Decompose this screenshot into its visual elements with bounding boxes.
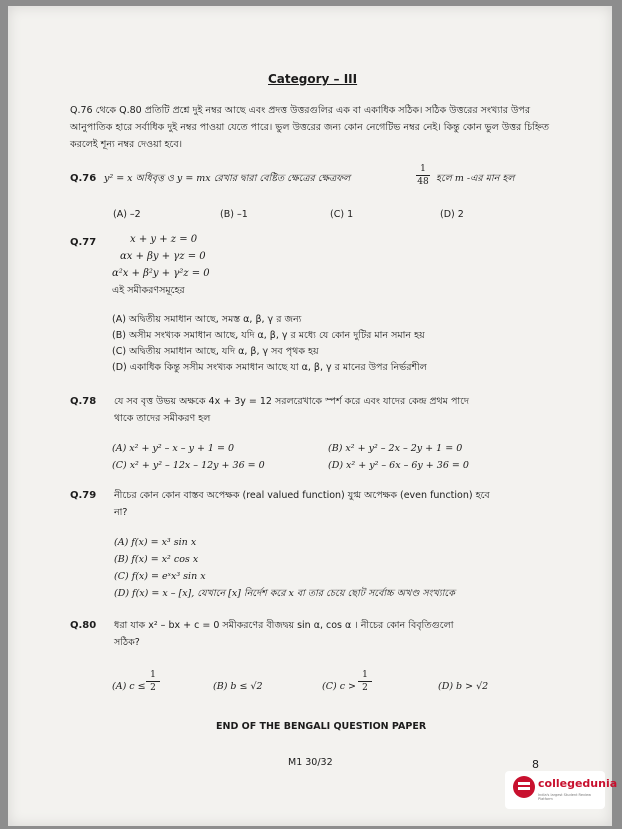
- q80-option-c[interactable]: (C) c >: [322, 681, 357, 692]
- q76-text-end: হলে m -এর মান হল: [436, 173, 515, 184]
- q80-c-frac-num: 1: [362, 670, 368, 680]
- page-number: M1 30/32: [288, 757, 333, 768]
- q80-line1: ধরা যাক x² – bx + c = 0 সমীকরণের বীজদ্বয় sin α, cos α । নীচের কোন বিবৃতিগুলো: [114, 620, 454, 631]
- q80-a-frac-num: 1: [150, 670, 156, 680]
- q78-line2: থাকে তাদের সমীকরণ হল: [114, 413, 211, 424]
- q76-number: Q.76: [70, 173, 97, 184]
- q78-option-d[interactable]: (D) x² + y² – 6x – 6y + 36 = 0: [328, 460, 469, 471]
- end-of-paper-text: END OF THE BENGALI QUESTION PAPER: [216, 721, 427, 732]
- q80-number: Q.80: [70, 620, 97, 631]
- q76-fraction: [416, 164, 430, 187]
- q80-option-a-fraction: [146, 670, 160, 693]
- q80-option-d[interactable]: (D) b > √2: [438, 681, 489, 692]
- collegedunia-logo: [505, 771, 618, 809]
- q78-line1: যে সব বৃত্ত উভয় অক্ষকে 4x + 3y = 12 সরলরেখাকে স্পর্শ করে এবং যাদের কেন্দ্র প্রথম পাদে: [114, 396, 469, 407]
- q79-line2: না?: [114, 507, 128, 518]
- handwritten-mark: 8: [532, 758, 539, 771]
- q76-option-c[interactable]: (C) 1: [330, 209, 354, 220]
- q78-option-c[interactable]: (C) x² + y² – 12x – 12y + 36 = 0: [112, 460, 265, 471]
- q78-option-a[interactable]: (A) x² + y² – x – y + 1 = 0: [112, 443, 235, 454]
- q77-option-b[interactable]: (B) অসীম সংখ্যক সমাধান আছে, যদি α, β, γ র মধ্যে যে কোন দুটির মান সমান হয়: [112, 330, 425, 341]
- q80-option-b[interactable]: (B) b ≤ √2: [213, 681, 263, 692]
- q77-stem: এই সমীকরণসমূহের: [112, 285, 185, 296]
- q76-option-d[interactable]: (D) 2: [440, 209, 464, 220]
- q78-option-b[interactable]: (B) x² + y² – 2x – 2y + 1 = 0: [328, 443, 463, 454]
- q77-option-a[interactable]: (A) অদ্বিতীয় সমাধান আছে, সমস্ত α, β, γ র জন্য: [112, 314, 302, 325]
- q79-number: Q.79: [70, 490, 97, 501]
- q80-option-a[interactable]: (A) c ≤: [112, 681, 146, 692]
- logo-tagline: India's largest Student Review Platform: [538, 793, 592, 801]
- q76-text: y² = x অধিবৃত্ত ও y = mx রেখার দ্বারা বেষ্টিত ক্ষেত্রের ক্ষেত্রফল: [104, 173, 351, 184]
- q79-line1: নীচের কোন কোন বাস্তব অপেক্ষক (real valued function) যুগ্ম অপেক্ষক (even function) হবে: [114, 490, 490, 501]
- q79-option-a[interactable]: (A) f(x) = x³ sin x: [114, 537, 197, 548]
- q80-c-frac-den: 2: [362, 683, 368, 693]
- q76-option-b[interactable]: (B) –1: [220, 209, 248, 220]
- q78-number: Q.78: [70, 396, 97, 407]
- q77-eq3: α²x + β²y + γ²z = 0: [112, 268, 210, 279]
- q76-frac-num: 1: [420, 164, 426, 174]
- q76-option-a[interactable]: (A) –2: [113, 209, 141, 220]
- q77-eq2: αx + βy + γz = 0: [120, 251, 206, 262]
- question-page: [8, 6, 612, 826]
- q77-number: Q.77: [70, 237, 97, 248]
- q80-option-c-fraction: [358, 670, 372, 693]
- q79-option-b[interactable]: (B) f(x) = x² cos x: [114, 554, 199, 565]
- category-title: Category – III: [268, 72, 358, 86]
- q76-frac-den: 48: [417, 177, 429, 187]
- q80-line2: সঠিক?: [114, 637, 140, 648]
- q77-eq1: x + y + z = 0: [130, 234, 198, 245]
- graduation-cap-icon: [513, 776, 535, 798]
- q77-option-d[interactable]: (D) একাধিক কিন্তু সসীম সংখ্যক সমাধান আছে যা α, β, γ র মানের উপর নির্ভরশীল: [112, 362, 427, 373]
- q79-option-d[interactable]: (D) f(x) = x – [x], যেখানে [x] নির্দেশ করে x বা তার চেয়ে ছোট সর্বোচ্চ অখণ্ড সংখ্যাকে: [114, 588, 455, 599]
- q79-option-c[interactable]: (C) f(x) = eˣx³ sin x: [114, 571, 206, 582]
- instructions-paragraph: Q.76 থেকে Q.80 প্রতিটি প্রশ্নে দুই নম্বর আছে এবং প্রদত্ত উত্তরগুলির এক বা একাধিক সঠিক। সঠিক উত্তরের সংখ্যার উপর আনুপাতিক হারে সর্বাধিক দুই নম্বর পাওয়া যেতে পারে। ভুল উত্তরের জন্য কোন নেগেটিভ নম্বর নেই। কিন্তু কোন ভুল উত্তর চিহ্নিত করলেই শূন্য নম্বর দেওয়া হবে।: [70, 105, 550, 150]
- q80-a-frac-den: 2: [150, 683, 156, 693]
- q77-option-c[interactable]: (C) অদ্বিতীয় সমাধান আছে, যদি α, β, γ সব পৃথক হয়: [112, 346, 319, 357]
- logo-name: collegedunia: [538, 777, 618, 790]
